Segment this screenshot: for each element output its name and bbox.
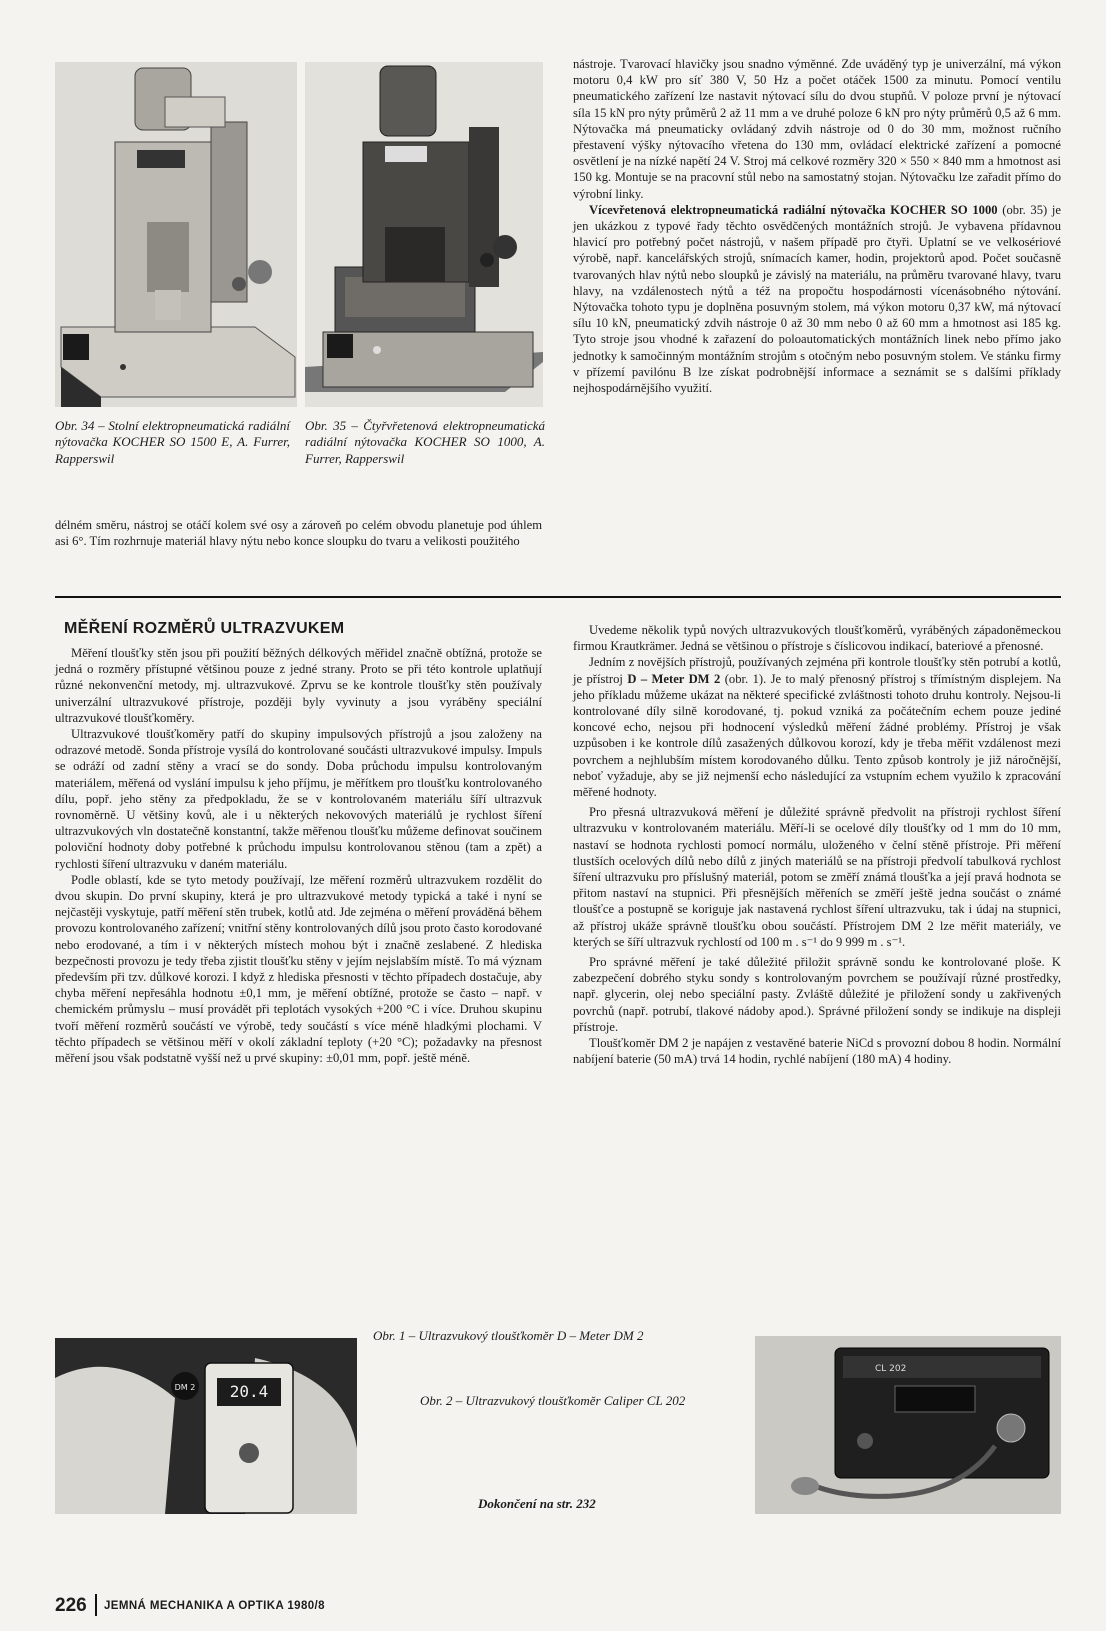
- riveting-machine-illustration: [55, 62, 297, 407]
- article-right-paragraph-2-a: Jedním z novějších přístrojů, používaných zejména při kontrole tloušťky stěn potrubí a kotlů, je přístroj: [573, 655, 1061, 686]
- dm2-badge: DM 2: [174, 1383, 196, 1392]
- figure-35-photo: [305, 62, 543, 407]
- article-right-paragraph-3: Pro přesná ultrazvuková měření je důležité správně předvolit na přístroji rychlost šíření ultrazvuku v kontrolovaném materiálu. Měří-li se ocelové díly tloušťky od 1 mm do 10 mm, nastaví se hodnota rychlosti pomocí normálu, uloženého v čelní stěně přístroje. Při měření tlustších ocelových dílů nebo dílů z jiných materiálů se na přístroji předvolí tabulková rychlost šíření ultrazvuku pro příslušný materiál, potom se změří známá tloušťka a její pravá hodnota se přitom nastaví na stupnici. Při přesnějších měřeních se změří ještě jedna součást o známé tloušťce a postupně se koriguje jak nastavená rychlost šíření ultrazvuku, tak i údaj na stupnici, až přístroj ukáže správně tloušťku obou součástí. Přístrojem DM 2 lze měřit materiály, ve kterých se šíří ultrazvuk rychlostí od 100 m . s⁻¹ do 9 999 m . s⁻¹.: [573, 805, 1061, 949]
- figure-34-caption: Obr. 34 – Stolní elektropneumatická radiální nýtovačka KOCHER SO 1500 E, A. Furrer, Rapperswil: [55, 418, 290, 466]
- four-spindle-riveting-machine-illustration: [305, 62, 543, 407]
- dm2-display-value: 20.4: [229, 1382, 269, 1401]
- kocher-so1000-title: Vícevřetenová elektropneumatická radiální nýtovačka KOCHER SO 1000: [589, 202, 998, 217]
- caliper-cl202-illustration: [755, 1336, 1061, 1514]
- figure-1-caption: Obr. 1 – Ultrazvukový tloušťkoměr D – Meter DM 2: [373, 1328, 644, 1343]
- figure-2-photo: [755, 1336, 1061, 1514]
- article-right-paragraph-2-b: (obr. 1). Je to malý přenosný přístroj s třímístným displejem. Na jeho příkladu můžeme ukázat na některé specifické zvláštnosti tohoto druhu kontroly. Nejsou-li kontrolované díly silně korodované, tj. pokud vzniká za počátečním echem pouze jediné koncové echo, nejsou při hodnocení výsledků měření žádné problémy. Přístroj je však uzpůsoben i ke kontrole dílů zasažených důlkovou korozí, kdy je třeba měřit vzdálenost mezi povrchem a nejhlubším místem korodovaného důlku. Tento způsob kontroly je již náročnější, neboť vyžaduje, aby se již nejmenší echo následující za vstupním echem využilo k zpracování měřené hodnoty.: [573, 671, 1061, 800]
- top-right-paragraph-2: [573, 202, 1061, 396]
- top-right-paragraph-2-body: (obr. 35) je jen ukázkou z typové řady těchto osvědčených montážních strojů. Je vybavena přídavnou hlavicí pro potřebný počet nástrojů, v našem případě pro čtyři. Uplatní se ve velkosériové výrobě, např. kancelářských strojů, snímacích kamer, hodin, projektorů apod. Počet současně tvarovaných hlav nýtů nebo sloupků je závislý na materiálu, na průměru tvarované hlavy, tvaru hlavy, na vzdálenostech nýtů a též na propočtu hospodárnosti vícenásobného nýtování. Nýtovačka tohoto typu je doplněna posuvným stolem, má výkon motoru 0,37 kW, má nýtovací sílu 10 kN, pneumatický zdvih nástroje 0 až 30 mm nebo 0 až 60 mm a hmotnost asi 185 kg. Tyto stroje jsou vhodné k zařazení do poloautomatických montážních linek nebo přímo jako jednotky k samočinným montážním strojům s otočným nebo posuvným stolem. Ve stánku firmy v přízemí pavilónu B lze získat podrobnější informace a seznámit se s dalšími příklady nejhospodárnějšího využití.: [573, 202, 1061, 396]
- cl202-badge: CL 202: [875, 1364, 907, 1374]
- figure-2-caption: Obr. 2 – Ultrazvukový tloušťkoměr Caliper CL 202: [420, 1393, 686, 1408]
- article-right-paragraph-2: [573, 654, 1061, 800]
- article-left-paragraph-1: Měření tloušťky stěn jsou při použití běžných délkových měřidel značně obtížná, protože se jedná o rozměry přístupné většinou pouze z jedné strany. Proto se při této kontrole uplatňují různé nekonvenční metody, mj. ultrazvukové. Zprvu se ke kontrole tloušťky stěn používaly univerzální ultrazvukové přístroje, později byly vyvinuty a jsou vyráběny speciální ultrazvukové tloušťkoměry.: [55, 646, 542, 725]
- article-right-paragraph-4: Pro správné měření je také důležité přiložit správně sondu ke kontrolované ploše. K zabezpečení dobrého styku sondy s kontrolovaným povrchem se používají různé prostředky, např. glycerin, olej nebo speciální pasty. Zvláště důležité je přiložení sondy u zakřivených povrchů (např. potrubí, tlakové nádoby apod.). Správné přiložení sondy se indikuje na displeji přístroje.: [573, 955, 1061, 1034]
- continuation-note: Dokončení na str. 232: [478, 1496, 596, 1511]
- article-left-paragraph-2: Ultrazvukové tloušťkoměry patří do skupiny impulsových přístrojů a jsou založeny na odrazové metodě. Sonda přístroje vysílá do kontrolované součásti ultrazvukové impulsy. Impuls se odráží od zadní stěny a vrací se do sondy. Doba průchodu impulsu kontrolovaným materiálem, měřená od vyslání impulsu k jeho příjmu, je měřítkem pro tloušťku kontrolovaného dílu, popř. jeho stěny za předpokladu, že se v kontrolovaném materiálu šíří ultrazvuk rovnoměrně. U většiny kovů, ale i u některých nekovových materiálů je rychlost šíření ultrazvukových vln dostatečně konstantní, takže měřenou tloušťku můžeme definovat součinem poloviční hodnoty doby potřebné k průchodu impulsu kontrolovanou stěnou (tam a zpět) a rychlosti šíření ultrazvuku v daném materiálu.: [55, 727, 542, 871]
- article-left-paragraph-3: Podle oblastí, kde se tyto metody používají, lze měření rozměrů ultrazvukem rozdělit do dvou skupin. Do první skupiny, která je pro ultrazvukové metody typická a také i nyní se nejčastěji vyskytuje, patří měření stěn trubek, kotlů atd. Jde zejména o měření prováděná během provozu kontrolovaného zařízení; vnitřní stěny kontrolovaných dílů jsou proto často korodované nebo erodované, a tím i v některých místech mohou být i značně zeslabené. Z hlediska bezpečnosti provozu je tedy třeba zjistit tloušťku stěny v jejím nejslabším místě. To má význam především při tzv. důlkové korozi. I když z hlediska přesnosti v těchto případech dostačuje, aby chyba měření nepřesáhla hodnotu ±0,1 mm, je měření obtížné, protože se často – např. v chemickém průmyslu – musí provádět při teplotách vysokých +200 °C i více. Druhou skupinu tvoří měření rozměrů součástí ve výrobě, tedy součástí s více méně hladkými plochami. V těchto případech se většinou měří v okolí základní teploty (+20 °C); požadavky na přesnost měření jsou však podstatně vyšší než u prvé skupiny: ±0,01 mm, popř. ještě méně.: [55, 872, 542, 1066]
- dm2-device-name: D – Meter DM 2: [627, 671, 721, 686]
- article-right-paragraph-5: Tloušťkoměr DM 2 je napájen z vestavěné baterie NiCd s provozní dobou 8 hodin. Normální nabíjení baterie (50 mA) trvá 14 hodin, rychlé nabíjení (180 mA) 4 hodiny.: [573, 1036, 1061, 1067]
- journal-footer: JEMNÁ MECHANIKA A OPTIKA 1980/8: [104, 1600, 325, 1612]
- article-left-column: [55, 645, 542, 1066]
- top-right-column: [573, 56, 1061, 396]
- top-left-text: [55, 517, 542, 549]
- article-right-paragraph-1: Uvedeme několik typů nových ultrazvukových tloušťkoměrů, vyráběných západoněmeckou firmou Krautkrämer. Jedná se většinou o přístroje s číslicovou indikací, bateriové a přenosné.: [573, 623, 1061, 654]
- article-heading: MĚŘENÍ ROZMĚRŮ ULTRAZVUKEM: [64, 620, 345, 637]
- figure-1-photo: [55, 1338, 357, 1514]
- top-right-paragraph-1: nástroje. Tvarovací hlavičky jsou snadno výměnné. Zde uváděný typ je univerzální, má výkon motoru 0,4 kW pro síť 380 V, 50 Hz a počet otáček 1500 za minutu. Pomocí ventilu pneumatického zařízení lze nastavit nýtovací sílu do dvou stupňů. V poloze první je nýtovací síla 15 kN pro nýty průměrů 2 až 11 mm a ve druhé poloze 6 kN pro nýty průměrů 0,5 až 6 mm. Nýtovačka má pneumaticky ovládaný zdvih nástroje od 0 do 30 mm, možnost ručního přestavení výšky nýtovacího vřetena do 130 mm, ovládací elektrické zařízení a pomocné osvětlení je na nízké napětí 24 V. Stroj má celkové rozměry 320 × 550 × 840 mm a hmotnost asi 150 kg. Montuje se na pracovní stůl nebo na samostatný stojan. Nýtovačku lze zařadit přímo do výrobní linky.: [573, 57, 1061, 201]
- section-divider: [55, 596, 1061, 598]
- top-left-paragraph: délném směru, nástroj se otáčí kolem své osy a zároveň po celém obvodu planetuje pod úhlem asi 6°. Tím rozhrnuje materiál hlavy nýtu nebo konce sloupku do tvaru a velikosti použitého: [55, 518, 542, 549]
- article-right-column: [573, 622, 1061, 1067]
- dm2-meter-illustration: [55, 1338, 357, 1514]
- footer-separator: [95, 1594, 97, 1616]
- figure-34-photo: [55, 62, 297, 407]
- figure-35-caption: Obr. 35 – Čtyřvřetenová elektropneumatická radiální nýtovačka KOCHER SO 1000, A. Furrer, Rapperswil: [305, 418, 545, 466]
- page-number: 226: [55, 1595, 87, 1616]
